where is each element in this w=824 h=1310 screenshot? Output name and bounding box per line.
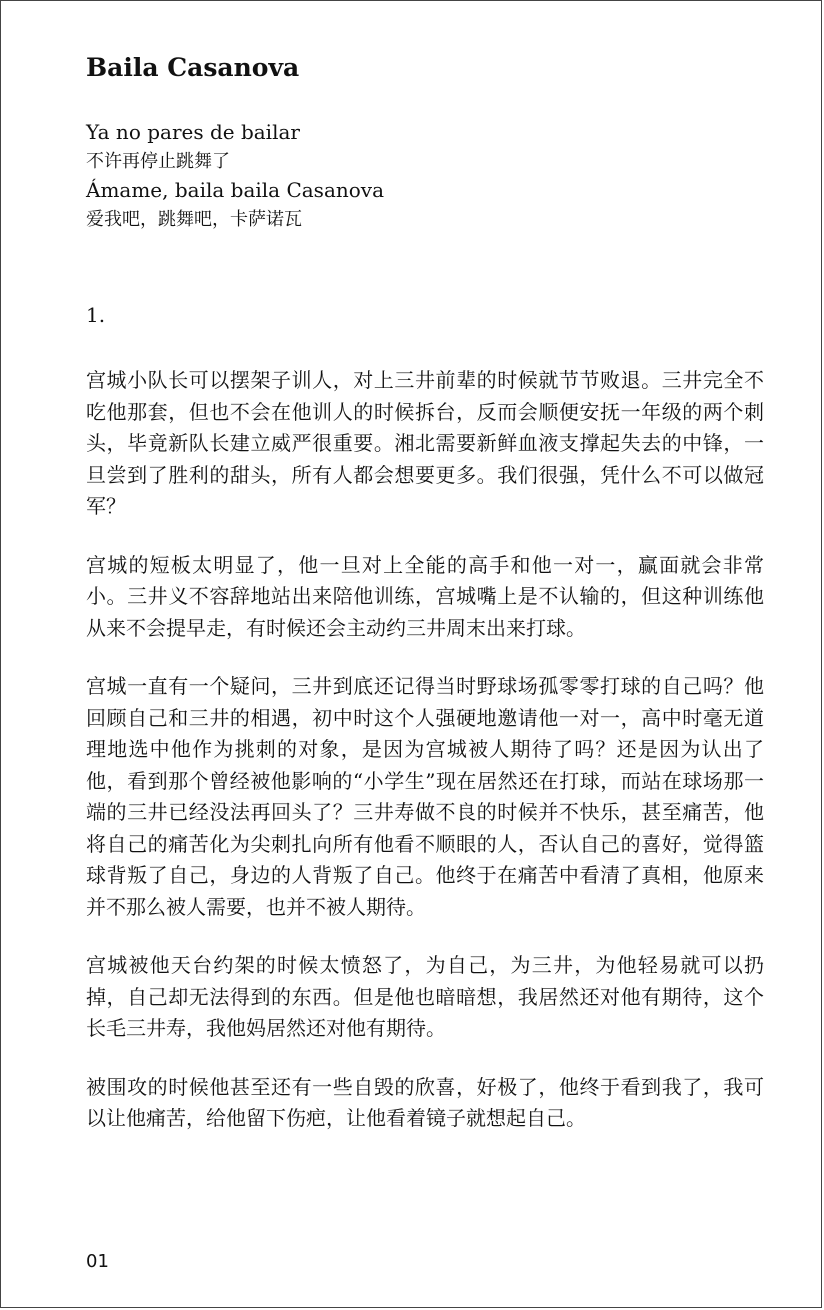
- paragraph: 宫城一直有一个疑问，三井到底还记得当时野球场孤零零打球的自己吗？他回顾自己和三井的相遇，初中时这个人强硬地邀请他一对一，高中时毫无道理地选中他作为挑刺的对象，是因为宫城被人期待了吗？还是因为认出了他，看到那个曾经被他影响的“小学生”现在居然还在打球，而站在球场那一端的三井已经没法再回头了？三井寿做不良的时候并不快乐，甚至痛苦，他将自己的痛苦化为尖刺扎向所有他看不顺眼的人，否认自己的喜好，觉得篮球背叛了自己，身边的人背叛了自己。他终于在痛苦中看清了真相，他原来并不那么被人需要，也并不被人期待。: [86, 674, 764, 919]
- body-text: [86, 365, 764, 1162]
- epigraph: [86, 118, 764, 234]
- chapter-label: 1.: [86, 303, 106, 327]
- epigraph-line: Ya no pares de bailar: [86, 120, 300, 144]
- paragraph: 被围攻的时候他甚至还有一些自毁的欣喜，好极了，他终于看到我了，我可以让他痛苦，给他留下伤疤，让他看着镜子就想起自己。: [86, 1074, 764, 1130]
- epigraph-translation: 不许再停止跳舞了: [86, 151, 230, 172]
- document-title: Baila Casanova: [86, 53, 300, 82]
- epigraph-line: Ámame, baila baila Casanova: [86, 178, 385, 202]
- paragraph: 宫城的短板太明显了，他一旦对上全能的高手和他一对一，赢面就会非常小。三井义不容辞地站出来陪他训练，宫城嘴上是不认输的，但这种训练他从来不会提早走，有时候还会主动约三井周末出来打球。: [86, 552, 764, 640]
- paragraph: 宫城小队长可以摆架子训人，对上三井前辈的时候就节节败退。三井完全不吃他那套，但也不会在他训人的时候拆台，反而会顺便安抚一年级的两个刺头，毕竟新队长建立威严很重要。湘北需要新鲜血液支撑起失去的中锋，一旦尝到了胜利的甜头，所有人都会想要更多。我们很强，凭什么不可以做冠军？: [86, 368, 764, 518]
- page-number: 01: [86, 1251, 109, 1272]
- epigraph-translation: 爱我吧，跳舞吧，卡萨诺瓦: [86, 209, 302, 230]
- paragraph: 宫城被他天台约架的时候太愤怒了，为自己，为三井，为他轻易就可以扔掉，自己却无法得到的东西。但是他也暗暗想，我居然还对他有期待，这个长毛三井寿，我他妈居然还对他有期待。: [86, 953, 764, 1040]
